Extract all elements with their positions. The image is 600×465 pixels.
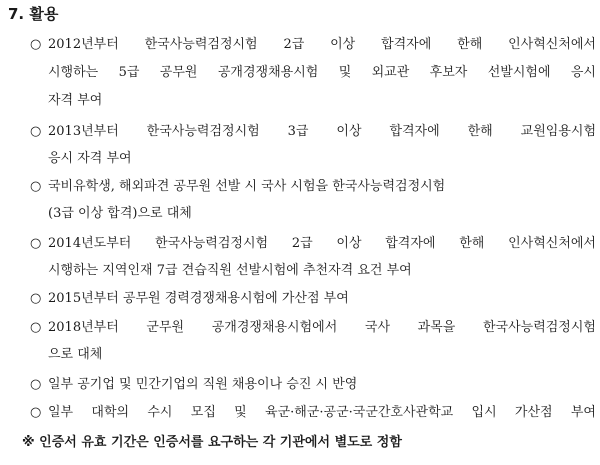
bullet-icon: ○ [30, 405, 42, 420]
footnote: ※ 인증서 유효 기간은 인증서를 요구하는 각 기관에서 별도로 정함 [22, 435, 402, 450]
list-item-line: 시행하는 지역인재 7급 견습직원 선발시험에 추천자격 요건 부여 [48, 263, 412, 278]
list-item-line: 일부 공기업 및 민간기업의 직원 채용이나 승진 시 반영 [48, 377, 358, 392]
list-item-line: 2014년도부터 한국사능력검정시험 2급 이상 합격자에 한해 인사혁신처에서 [48, 236, 596, 251]
bullet-icon: ○ [30, 377, 42, 392]
list-item-line: 으로 대체 [48, 347, 103, 362]
list-item-line: 2015년부터 공무원 경력경쟁채용시험에 가산점 부여 [48, 291, 349, 306]
list-item-line: 2013년부터 한국사능력검정시험 3급 이상 합격자에 한해 교원임용시험 [48, 124, 596, 139]
list-item-line: 국비유학생, 해외파견 공무원 선발 시 국사 시험을 한국사능력검정시험 [48, 179, 446, 194]
list-item-line: 시행하는 5급 공무원 공개경쟁채용시험 및 외교관 후보자 선발시험에 응시 [48, 65, 596, 80]
list-item-line: 2012년부터 한국사능력검정시험 2급 이상 합격자에 한해 인사혁신처에서 [48, 37, 596, 52]
list-item-line: 응시 자격 부여 [48, 151, 132, 166]
bullet-icon: ○ [30, 124, 42, 139]
bullet-icon: ○ [30, 236, 42, 251]
list-item-line: 자격 부여 [48, 93, 103, 108]
list-item-line: 2018년부터 군무원 공개경쟁채용시험에서 국사 과목을 한국사능력검정시험 [48, 320, 596, 335]
list-item-line: 일부 대학의 수시 모집 및 육군·해군·공군·국군간호사관학교 입시 가산점 부여 [48, 405, 596, 420]
bullet-icon: ○ [30, 291, 42, 306]
bullet-icon: ○ [30, 37, 42, 52]
list-item-line: (3급 이상 합격)으로 대체 [48, 206, 192, 221]
bullet-icon: ○ [30, 320, 42, 335]
section-heading: 7. 활용 [8, 5, 59, 23]
bullet-icon: ○ [30, 179, 42, 194]
